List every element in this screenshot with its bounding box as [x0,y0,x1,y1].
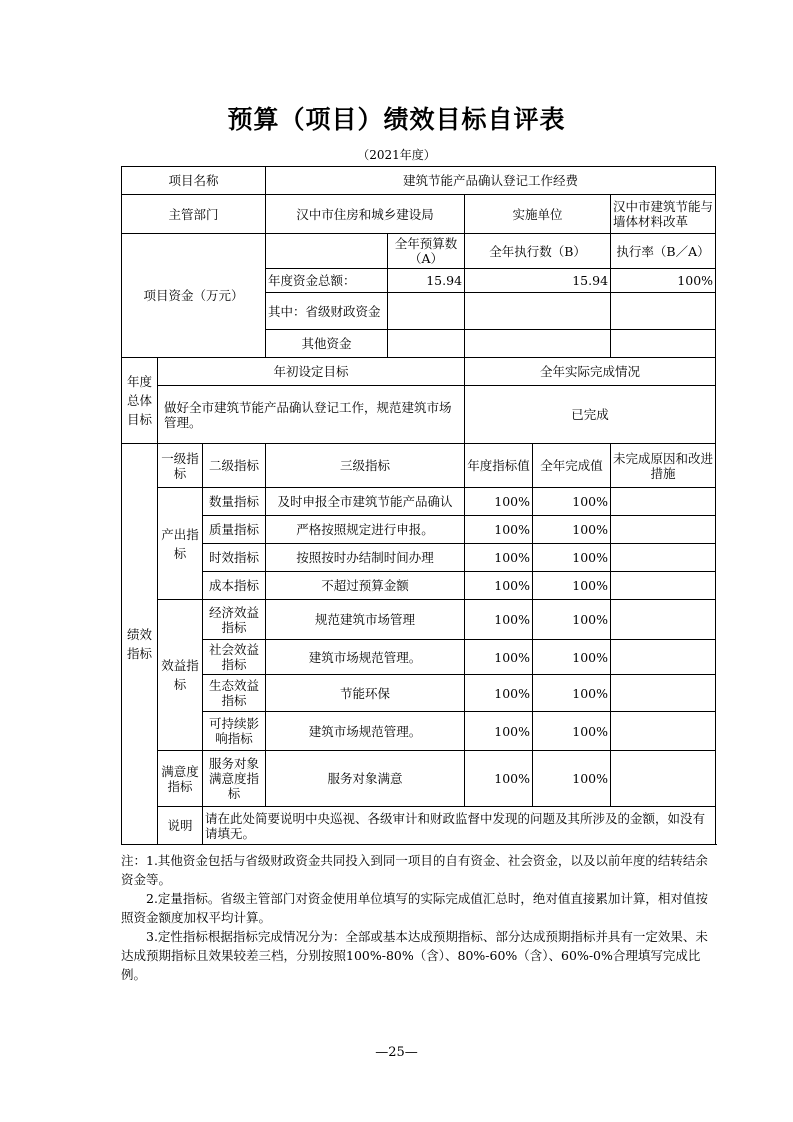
table-row [122,516,716,544]
reason-cell [611,488,716,516]
level2-cell: 可持续影响指标 [203,712,266,751]
actual-cell: 100% [533,488,611,516]
table-row [122,572,716,600]
dept-label: 主管部门 [122,195,266,234]
perf-indicator-label: 绩效指标 [122,444,158,845]
note-1: 注：1.其他资金包括与省级财政资金共同投入到同一项目的自有资金、社会资金，以及以前年度的结转结余资金等。 [121,853,708,887]
actual-cell: 100% [533,544,611,572]
footnotes [121,851,715,984]
level3-cell: 建筑市场规范管理。 [266,712,465,751]
table-row [122,600,716,640]
col-rate: 执行率（B／A） [611,234,716,269]
provincial-funds-label: 其中：省级财政资金 [266,293,388,330]
total-funds-label: 年度资金总额： [266,269,388,293]
header-actual: 全年完成值 [533,444,611,488]
reason-cell [611,675,716,712]
project-name-value: 建筑节能产品确认登记工作经费 [266,167,716,195]
table-row [122,640,716,675]
target-cell: 100% [465,600,533,640]
actual-cell: 100% [533,516,611,544]
note-2: 2.定量指标。省级主管部门对资金使用单位填写的实际完成值汇总时，绝对值直接累加计算，相对值按照资金额度加权平均计算。 [121,891,708,925]
header-target: 年度指标值 [465,444,533,488]
page-number: —25— [375,1045,418,1060]
header-level2: 二级指标 [203,444,266,488]
goal-done-header: 全年实际完成情况 [465,358,716,386]
note-3: 3.定性指标根据指标完成情况分为：全部或基本达成预期指标、部分达成预期指标并具有一定效果、未达成预期指标且效果较差三档，分别按照100%-80%（含）、80%-60%（含）、60%-0%合理填写完成比例。 [121,929,708,982]
target-cell: 100% [465,675,533,712]
table-row [122,544,716,572]
table-row [122,751,716,807]
page-title: 预算（项目）绩效目标自评表 [227,105,566,134]
target-cell: 100% [465,544,533,572]
funds-label: 项目资金（万元） [122,234,266,358]
reason-cell [611,572,716,600]
goal-set-header: 年初设定目标 [158,358,465,386]
target-cell: 100% [465,712,533,751]
goal-done-text: 已完成 [465,386,716,444]
unit-value: 汉中市建筑节能与墙体材料改革 [611,195,716,234]
reason-cell [611,544,716,572]
level3-cell: 不超过预算金额 [266,572,465,600]
target-cell: 100% [465,640,533,675]
self-evaluation-table [121,166,716,845]
goal-set-text: 做好全市建筑节能产品确认登记工作，规范建筑市场管理。 [158,386,465,444]
level3-cell: 按照按时办结制时间办理 [266,544,465,572]
total-exec: 15.94 [465,269,611,293]
total-rate: 100% [611,269,716,293]
actual-cell: 100% [533,751,611,807]
actual-cell: 100% [533,600,611,640]
total-budget: 15.94 [388,269,465,293]
remark-label: 说明 [158,807,203,845]
table-row [122,488,716,516]
group-satisfaction-label: 满意度指标 [158,751,203,807]
table-row [122,675,716,712]
level2-cell: 生态效益指标 [203,675,266,712]
target-cell: 100% [465,572,533,600]
level2-cell: 质量指标 [203,516,266,544]
level2-cell: 经济效益指标 [203,600,266,640]
target-cell: 100% [465,751,533,807]
reason-cell [611,600,716,640]
other-funds-label: 其他资金 [266,330,388,358]
reason-cell [611,516,716,544]
level3-cell: 及时申报全市建筑节能产品确认 [266,488,465,516]
target-cell: 100% [465,488,533,516]
annual-goal-label: 年度总体目标 [122,358,158,444]
col-budget: 全年预算数（A） [388,234,465,269]
report-year: （2021年度） [357,148,436,162]
actual-cell: 100% [533,675,611,712]
level2-cell: 社会效益指标 [203,640,266,675]
reason-cell [611,712,716,751]
level3-cell: 建筑市场规范管理。 [266,640,465,675]
header-level3: 三级指标 [266,444,465,488]
level3-cell: 节能环保 [266,675,465,712]
reason-cell [611,751,716,807]
table-row [122,712,716,751]
dept-value: 汉中市住房和城乡建设局 [266,195,465,234]
actual-cell: 100% [533,640,611,675]
col-exec: 全年执行数（B） [465,234,611,269]
level2-cell: 数量指标 [203,488,266,516]
reason-cell [611,640,716,675]
unit-label: 实施单位 [465,195,611,234]
group-benefit-label: 效益指标 [158,600,203,751]
group-output-label: 产出指标 [158,488,203,600]
header-reason: 未完成原因和改进措施 [611,444,716,488]
level2-cell: 成本指标 [203,572,266,600]
project-name-label: 项目名称 [122,167,266,195]
header-level1: 一级指标 [158,444,203,488]
actual-cell: 100% [533,572,611,600]
level2-cell: 时效指标 [203,544,266,572]
level3-cell: 规范建筑市场管理 [266,600,465,640]
actual-cell: 100% [533,712,611,751]
level3-cell: 严格按照规定进行申报。 [266,516,465,544]
target-cell: 100% [465,516,533,544]
remark-text: 请在此处简要说明中央巡视、各级审计和财政监督中发现的问题及其所涉及的金额，如没有请填无。 [203,807,716,845]
level2-cell: 服务对象满意度指标 [203,751,266,807]
level3-cell: 服务对象满意 [266,751,465,807]
